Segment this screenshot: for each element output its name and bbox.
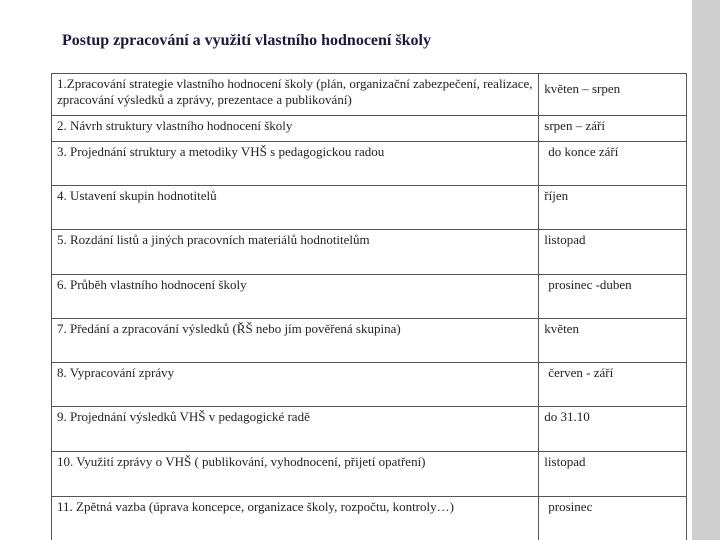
task-cell: 10. Využití zprávy o VHŠ ( publikování, vyhodnocení, přijetí opatření)	[52, 452, 539, 497]
table-row	[52, 363, 687, 407]
task-cell: 7. Předání a zpracování výsledků (ŘŠ nebo jím pověřená skupina)	[52, 319, 539, 363]
term-cell: červen - září	[539, 363, 687, 407]
term-cell: listopad	[539, 230, 687, 275]
table-row	[52, 230, 687, 275]
table-row	[52, 452, 687, 497]
schedule-table	[51, 73, 687, 540]
term-cell: do 31.10	[539, 407, 687, 452]
task-cell: 11. Zpětná vazba (úprava koncepce, organizace školy, rozpočtu, kontroly…)	[52, 497, 539, 540]
task-cell: 6. Průběh vlastního hodnocení školy	[52, 275, 539, 319]
term-cell: srpen – září	[539, 116, 687, 142]
task-cell: 2. Návrh struktury vlastního hodnocení školy	[52, 116, 539, 142]
task-cell: 5. Rozdání listů a jiných pracovních materiálů hodnotitelům	[52, 230, 539, 275]
page-title: Postup zpracování a využití vlastního hodnocení školy	[62, 32, 431, 49]
table-row	[52, 74, 687, 116]
task-cell: 3. Projednání struktury a metodiky VHŠ s pedagogickou radou	[52, 142, 539, 186]
task-cell: 1.Zpracování strategie vlastního hodnocení školy (plán, organizační zabezpečení, realizace, zpracování výsledků a zprávy, prezentace a publikování)	[52, 74, 539, 116]
table-row	[52, 116, 687, 142]
table-row	[52, 407, 687, 452]
term-cell: listopad	[539, 452, 687, 497]
term-cell: květen – srpen	[539, 74, 687, 116]
table-row	[52, 319, 687, 363]
table-row	[52, 142, 687, 186]
table-row	[52, 497, 687, 540]
term-cell: říjen	[539, 186, 687, 230]
table-row	[52, 186, 687, 230]
term-cell: květen	[539, 319, 687, 363]
table-row	[52, 275, 687, 319]
task-cell: 8. Vypracování zprávy	[52, 363, 539, 407]
task-cell: 9. Projednání výsledků VHŠ v pedagogické radě	[52, 407, 539, 452]
term-cell: prosinec -duben	[539, 275, 687, 319]
term-cell: do konce září	[539, 142, 687, 186]
decorative-side-bar	[692, 0, 720, 540]
term-cell: prosinec	[539, 497, 687, 540]
task-cell: 4. Ustavení skupin hodnotitelů	[52, 186, 539, 230]
